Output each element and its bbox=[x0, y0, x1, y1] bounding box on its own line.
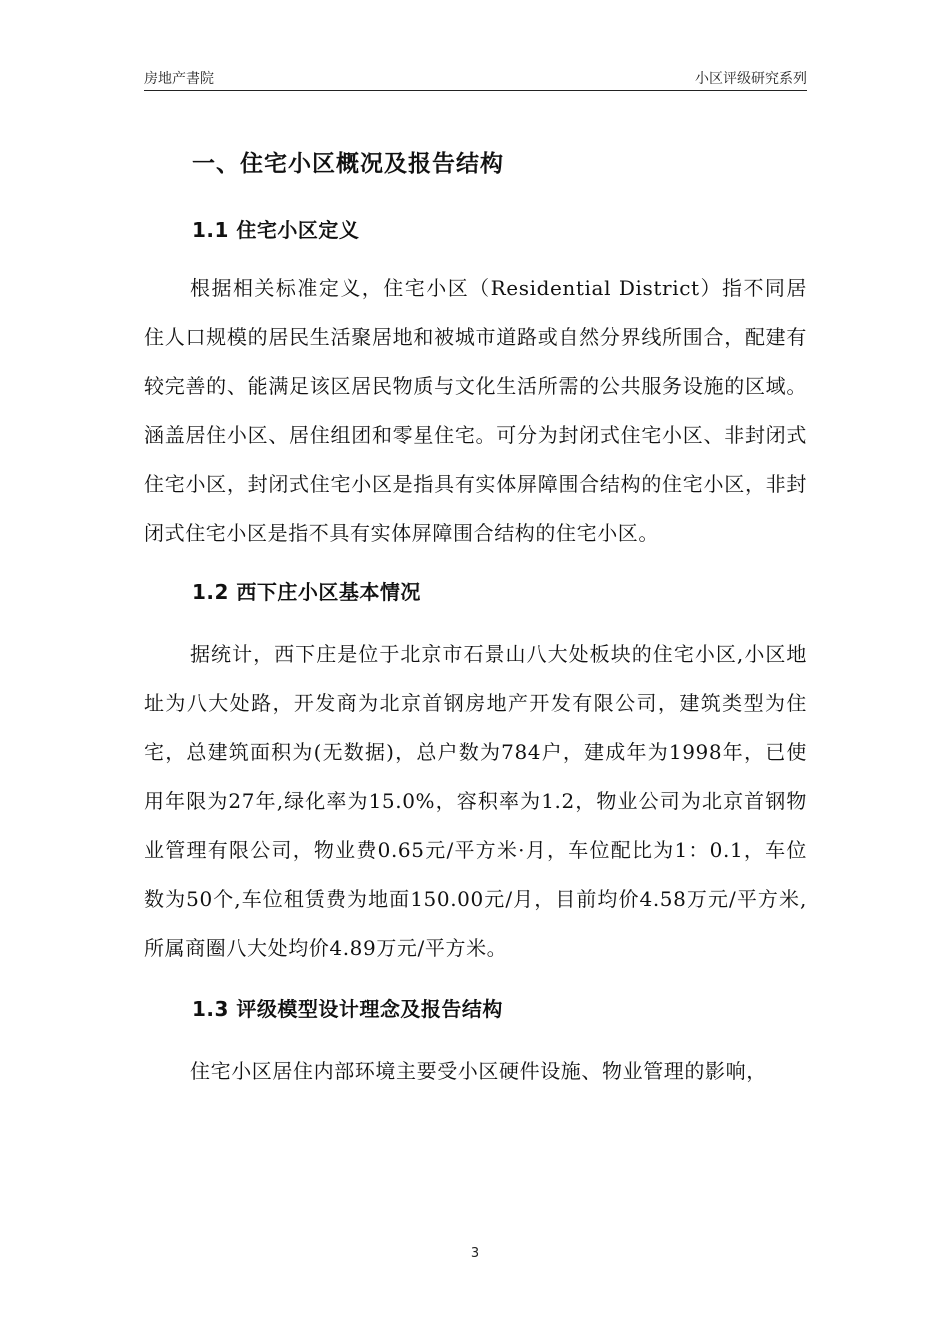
paragraph-basic-info: 据统计，西下庄是位于北京市石景山八大处板块的住宅小区,小区地址为八大处路，开发商为北京首钢房地产开发有限公司，建筑类型为住宅，总建筑面积为(无数据)，总户数为784户，建成年为1998年，已使用年限为27年,绿化率为15.0%，容积率为1.2，物业公司为北京首钢物业管理有限公司，物业费0.65元/平方米·月，车位配比为1：0.1，车位数为50个,车位租赁费为地面150.00元/月，目前均价4.58万元/平方米,所属商圈八大处均价4.89万元/平方米。 bbox=[144, 642, 807, 960]
header-publisher: 房地产書院 bbox=[144, 71, 214, 87]
section-heading-definition: 1.1 住宅小区定义 bbox=[192, 218, 360, 242]
section-heading-model-design: 1.3 评级模型设计理念及报告结构 bbox=[192, 997, 503, 1021]
page-header bbox=[144, 62, 807, 91]
paragraph-model-design: 住宅小区居住内部环境主要受小区硬件设施、物业管理的影响， bbox=[190, 1059, 767, 1083]
page-number: 3 bbox=[470, 1246, 480, 1261]
section-heading-basic-info: 1.2 西下庄小区基本情况 bbox=[192, 580, 421, 604]
page-content bbox=[144, 138, 807, 1096]
header-series-title: 小区评级研究系列 bbox=[695, 71, 807, 87]
paragraph-definition: 根据相关标准定义，住宅小区（Residential District）指不同居住人口规模的居民生活聚居地和被城市道路或自然分界线所围合，配建有较完善的、能满足该区居民物质与文化生活所需的公共服务设施的区域。涵盖居住小区、居住组团和零星住宅。可分为封闭式住宅小区、非封闭式住宅小区，封闭式住宅小区是指具有实体屏障围合结构的住宅小区，非封闭式住宅小区是指不具有实体屏障围合结构的住宅小区。 bbox=[144, 276, 807, 545]
chapter-title: 一、住宅小区概况及报告结构 bbox=[192, 151, 504, 177]
